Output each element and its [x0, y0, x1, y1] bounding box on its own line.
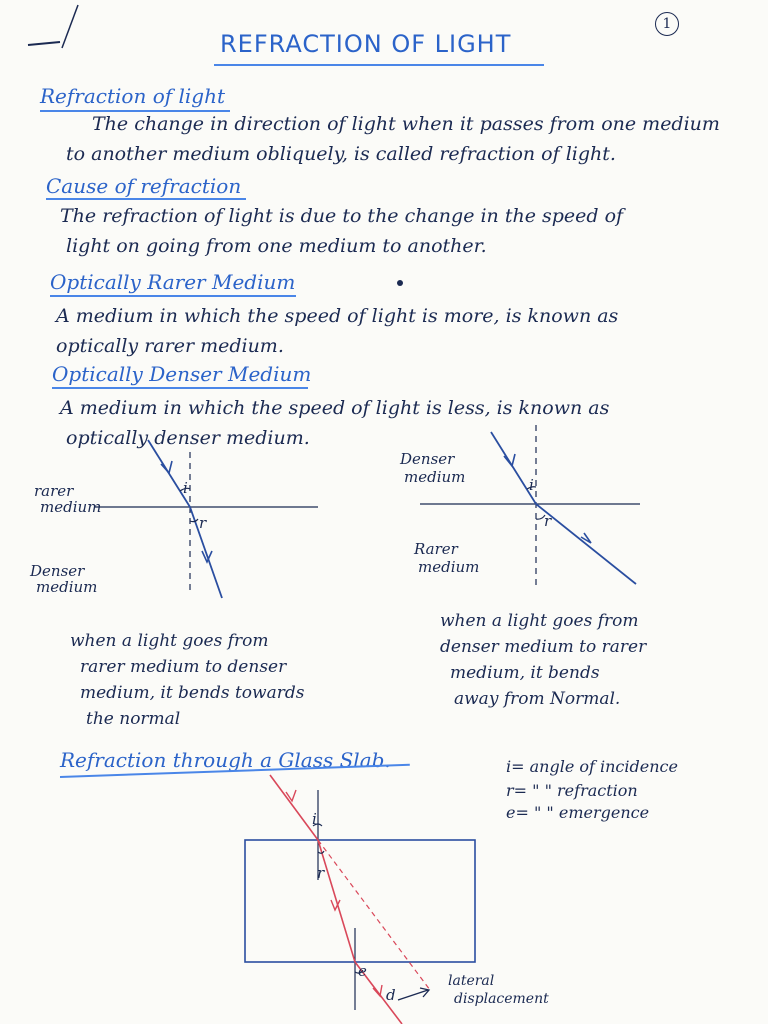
glass-slab [245, 840, 475, 962]
caption-right-4: away from Normal. [454, 689, 621, 709]
caption-left-1: when a light goes from [70, 631, 269, 651]
lateral-label-2: displacement [454, 991, 549, 1007]
slab-angle-i: i [312, 810, 317, 828]
lateral-label-1: lateral [448, 973, 495, 989]
rarer-label-2: medium [418, 558, 480, 576]
denser-line-1: A medium in which the speed of light is less, is known as [60, 397, 610, 419]
caption-right-3: medium, it bends [450, 663, 600, 683]
heading-denser: Optically Denser Medium [52, 362, 312, 386]
legend-line-1: i= angle of incidence [506, 757, 678, 776]
denser-label-1: Denser [400, 450, 455, 468]
extended-incident-ray [318, 840, 430, 990]
legend-line-2: r= " " refraction [506, 781, 638, 800]
refraction-line-1: The change in direction of light when it passes from one medium [92, 113, 720, 135]
angle-i-label: i [529, 476, 534, 494]
incident-ray [270, 775, 318, 840]
denser-label-2: medium [404, 468, 466, 486]
page-title: REFRACTION OF LIGHT [220, 30, 512, 58]
caption-right-1: when a light goes from [440, 611, 639, 631]
heading-refraction: Refraction of light [40, 84, 226, 108]
d-label: d [386, 986, 396, 1004]
cause-line-2: light on going from one medium to another. [66, 235, 487, 257]
rarer-line-2: optically rarer medium. [56, 335, 284, 357]
rarer-label-1: Rarer [414, 540, 458, 558]
angle-r-label: r [544, 512, 552, 530]
rarer-label-2: medium [40, 498, 102, 516]
refracted-ray [318, 840, 355, 962]
heading-rarer: Optically Rarer Medium [50, 270, 296, 294]
rarer-label-1: rarer [34, 482, 74, 500]
slab-angle-r: r [317, 864, 325, 882]
denser-line-2: optically denser medium. [66, 427, 310, 449]
caption-right-2: denser medium to rarer [440, 637, 647, 657]
denser-label-1: Denser [30, 562, 85, 580]
heading-cause: Cause of refraction [46, 174, 242, 198]
rarer-line-1: A medium in which the speed of light is more, is known as [56, 305, 619, 327]
d-arrow [398, 990, 428, 1000]
cause-line-1: The refraction of light is due to the change in the speed of [60, 205, 624, 227]
page-number: 1 [655, 12, 679, 36]
angle-i-label: i [183, 479, 188, 497]
caption-left-3: medium, it bends towards [80, 683, 305, 703]
caption-left-4: the normal [86, 709, 181, 729]
heading-glass-slab: Refraction through a Glass Slab. [60, 748, 391, 772]
refraction-line-2: to another medium obliquely, is called refraction of light. [66, 143, 616, 165]
angle-r-label: r [199, 514, 207, 532]
legend-line-3: e= " " emergence [506, 803, 650, 822]
slab-angle-e: e [358, 962, 367, 980]
denser-label-2: medium [36, 578, 98, 596]
caption-left-2: rarer medium to denser [80, 657, 287, 677]
